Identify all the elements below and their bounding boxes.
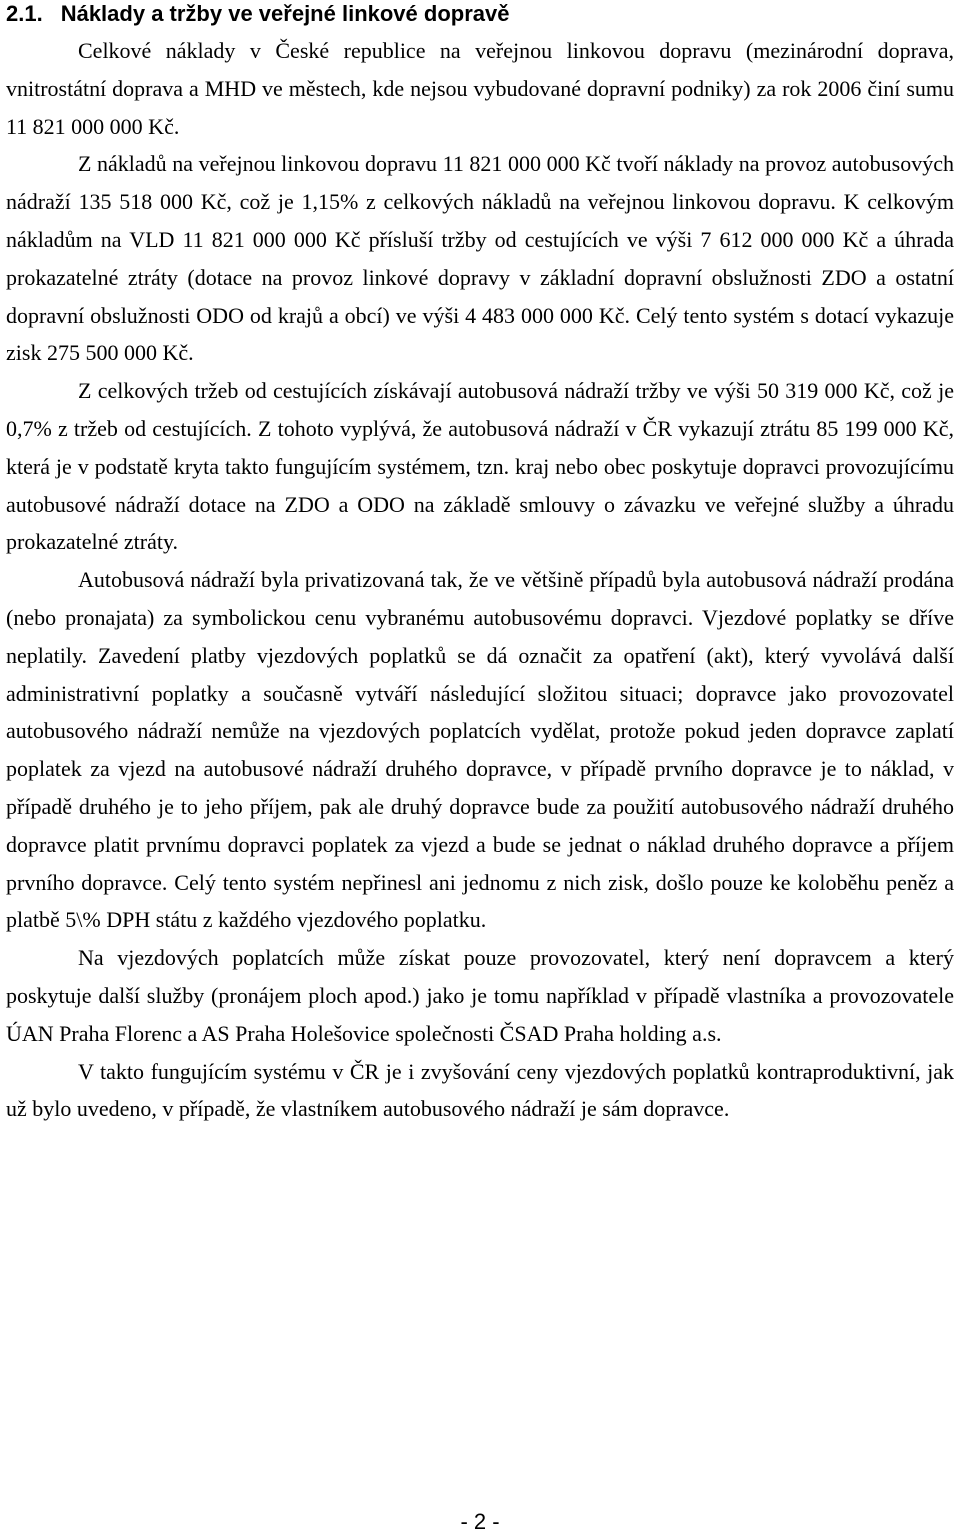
section-number: 2.1. (6, 1, 43, 26)
paragraph-total-costs: Celkové náklady v České republice na veřejnou linkovou dopravu (mezinárodní doprava, vnitrostátní doprava a MHD ve městech, kde nejsou vybudované dopravní podniky) za rok 2006 činí sumu 11 821 000 000 Kč. (6, 38, 954, 139)
section-title: Náklady a tržby ve veřejné linkové dopravě (60, 1, 510, 26)
section-heading (6, 0, 954, 28)
paragraph-operator-fees: Na vjezdových poplatcích může získat pouze provozovatel, který není dopravcem a který poskytuje další služby (pronájem ploch apod.) jako je tomu například v případě vlastníka a provozovatele ÚAN Praha Florenc a AS Praha Holešovice společnosti ČSAD Praha holding a.s. (6, 945, 954, 1046)
page-footer (0, 1508, 960, 1536)
paragraph-station-costs: Z nákladů na veřejnou linkovou dopravu 11 821 000 000 Kč tvoří náklady na provoz autobusových nádraží 135 518 000 Kč, což je 1,15% z celkových nákladů na veřejnou linkovou dopravu. K celkovým nákladům na VLD 11 821 000 000 Kč přísluší tržby od cestujících ve výši 7 612 000 000 Kč a úhrada prokazatelné ztráty (dotace na provoz linkové dopravy v základní dopravní obslužnosti ZDO a ostatní dopravní obslužnosti ODO od krajů a obcí) ve výši 4 483 000 000 Kč. Celý tento systém s dotací vykazuje zisk 275 500 000 Kč. (6, 151, 954, 366)
paragraph-conclusion: V takto fungujícím systému v ČR je i zvyšování ceny vjezdových poplatků kontraproduktivní, jak už bylo uvedeno, v případě, že vlastníkem autobusového nádraží je sám dopravce. (6, 1058, 954, 1122)
page-number: - 2 - (460, 1509, 500, 1534)
paragraph-station-revenues: Z celkových tržeb od cestujících získávají autobusová nádraží tržby ve výši 50 319 000 Kč, což je 0,7% z tržeb od cestujících. Z tohoto vyplývá, že autobusová nádraží v ČR vykazují ztrátu 85 199 000 Kč, která je v podstatě kryta takto fungujícím systémem, tzn. kraj nebo obec poskytuje dopravci provozujícímu autobusové nádraží dotace na ZDO a ODO na základě smlouvy o závazku ve veřejné služby a úhradu prokazatelné ztráty. (6, 378, 954, 555)
paragraph-privatization: Autobusová nádraží byla privatizovaná tak, že ve většině případů byla autobusová nádraží prodána (nebo pronajata) za symbolickou cenu vybranému autobusovému dopravci. Vjezdové poplatky se dříve neplatily. Zavedení platby vjezdových poplatků se dá označit za opatření (akt), který vyvolává další administrativní poplatky a současně vytváří následující složitou situaci; dopravce jako provozovatel autobusového nádraží nemůže na vjezdových poplatcích vydělat, protože pokud jeden dopravce zaplatí poplatek za vjezd na autobusové nádraží druhého dopravce, v případě prvního dopravce je to náklad, v případě druhého je to jeho příjem, pak ale druhý dopravce bude za použití autobusového nádraží druhého dopravce platit prvnímu dopravci poplatek za vjezd a bude se jednat o náklad druhého dopravce a příjem prvního dopravce. Celý tento systém nepřinesl ani jednomu z nich zisk, došlo pouze ke koloběhu peněz a platbě 5\% DPH státu z každého vjezdového poplatku. (6, 567, 954, 933)
document-page (6, 0, 954, 1128)
